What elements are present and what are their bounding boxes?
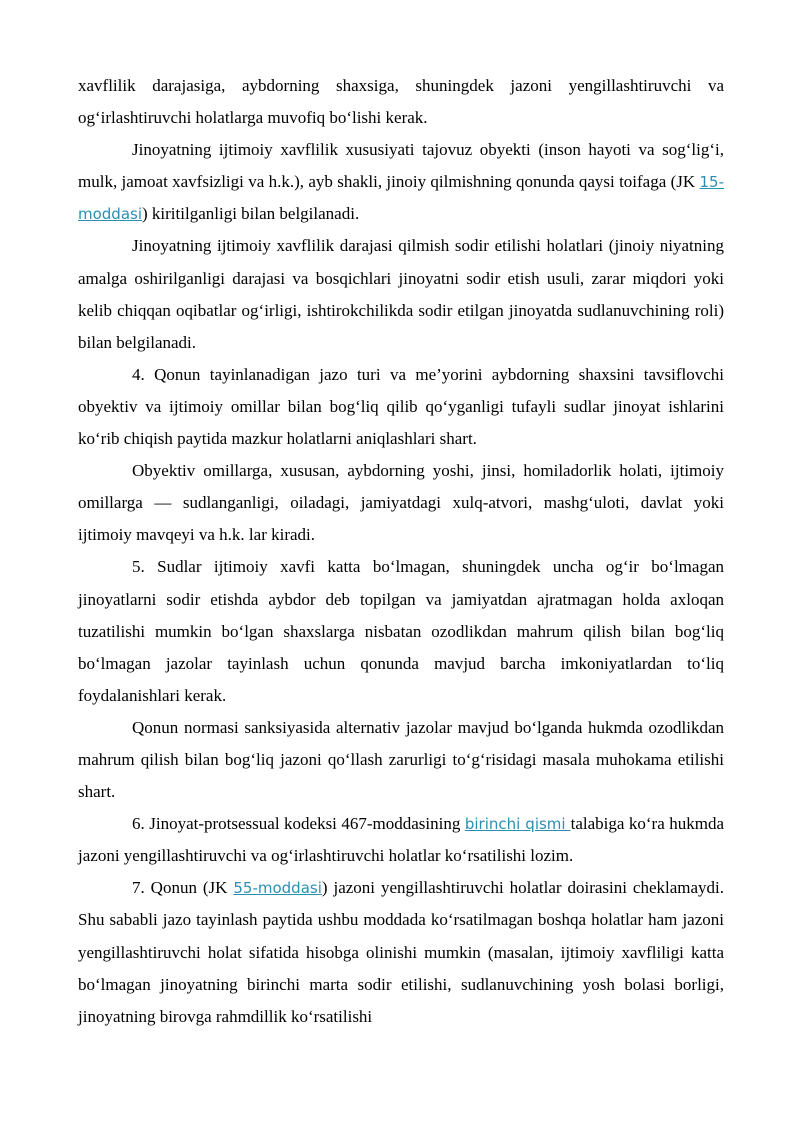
paragraph-text: xavflilik darajasiga, aybdorning shaxsiga, shuningdek jazoni yengillashtiruvchi va og‘irlashtiruvchi holatlarga muvofiq bo‘lishi kerak. xyxy=(78,76,724,128)
paragraph-3 xyxy=(78,230,724,358)
paragraph-7 xyxy=(78,712,724,808)
paragraph-text: ) jazoni yengillashtiruvchi holatlar doirasini cheklamaydi. Shu sababli jazo tayinlash paytida ushbu moddada ko‘rsatilmagan boshqa holatlar ham jazoni yengillashtiruvchi holat sifatida hisobga olinishi mumkin (masalan, ijtimoiy xavfliligi katta bo‘lmagan jinoyatning birinchi marta sodir etilishi, sudlanuvchining yosh bolasi borligi, jinoyatning birovga rahmdillik ko‘rsatilishi xyxy=(78,878,724,1026)
paragraph-2 xyxy=(78,134,724,230)
paragraph-text: Qonun normasi sanksiyasida alternativ jazolar mavjud bo‘lganda hukmda ozodlikdan mahrum qilish bilan bog‘liq jazoni qo‘llash zarurligi to‘g‘risidagi masala muhokama etilishi shart. xyxy=(78,717,724,802)
paragraph-6 xyxy=(78,551,724,711)
paragraph-text: 7. Qonun (JK xyxy=(132,878,234,898)
paragraph-text: ) kiritilganligi bilan belgilanadi. xyxy=(142,204,360,224)
paragraph-8 xyxy=(78,808,724,872)
paragraph-4 xyxy=(78,359,724,455)
paragraph-text: Jinoyatning ijtimoiy xavflilik xususiyati tajovuz obyekti (inson hayoti va sog‘lig‘i, mulk, jamoat xavfsizligi va h.k.), ayb shakli, jinoiy qilmishning qonunda qaysi toifaga (JK xyxy=(78,140,724,192)
paragraph-text: 5. Sudlar ijtimoiy xavfi katta bo‘lmagan, shuningdek uncha og‘ir bo‘lmagan jinoyatlarni sodir etishda aybdor deb topilgan va jamiyatdan ajratmagan holda axloqan tuzatilishi mumkin bo‘lgan shaxslarga nisbatan ozodlikdan mahrum qilish bilan bog‘liq bo‘lmagan jazolar tayinlash uchun qonunda mavjud barcha imkoniyatlardan to‘liq foydalanishlari kerak. xyxy=(78,557,724,705)
paragraph-9 xyxy=(78,872,724,1032)
paragraph-text: talabiga ko‘ra hukmda jazoni yengillashtiruvchi va og‘irlashtiruvchi holatlar ko‘rsatilishi lozim. xyxy=(78,814,724,866)
article-15-link[interactable]: 15-moddasi xyxy=(78,173,724,224)
document-page xyxy=(78,70,724,1033)
paragraph-text: Obyektiv omillarga, xususan, aybdorning yoshi, jinsi, homiladorlik holati, ijtimoiy omillarga — sudlanganligi, oiladagi, jamiyatdagi xulq-atvori, mashg‘uloti, davlat yoki ijtimoiy mavqeyi va h.k. lar kiradi. xyxy=(78,461,724,545)
paragraph-5 xyxy=(78,455,724,551)
first-part-link[interactable]: birinchi qismi xyxy=(464,815,571,834)
paragraph-text: 4. Qonun tayinlanadigan jazo turi va me’yorini aybdorning shaxsini tavsiflovchi obyektiv va ijtimoiy omillar bilan bog‘liq qilib qo‘yganligi tufayli sudlar jinoyat ishlarini ko‘rib chiqish paytida mazkur holatlarni aniqlashlari shart. xyxy=(78,364,724,449)
article-55-link[interactable]: 55-moddasi xyxy=(233,879,322,898)
paragraph-1 xyxy=(78,70,724,134)
paragraph-text: Jinoyatning ijtimoiy xavflilik darajasi qilmish sodir etilishi holatlari (jinoiy niyatning amalga oshirilganligi darajasi va bosqichlari jinoyatni sodir etish usuli, zarar miqdori yoki kelib chiqqan oqibatlar og‘irligi, ishtirokchilikda sodir etilgan jinoyatda sudlanuvchining roli) bilan belgilanadi. xyxy=(78,236,724,352)
paragraph-text: 6. Jinoyat-protsessual kodeksi 467-moddasining xyxy=(132,814,465,834)
